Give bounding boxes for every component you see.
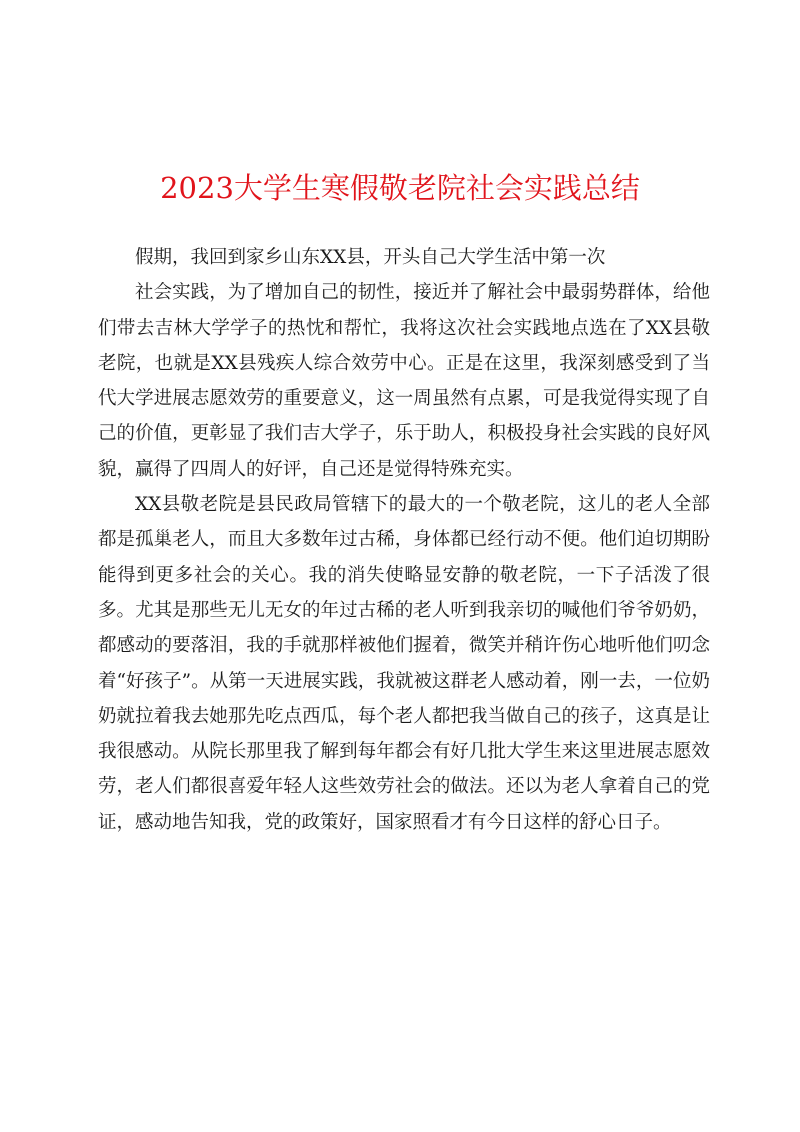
paragraph-3: XX县敬老院是县民政局管辖下的最大的一个敬老院，这儿的老人全部都是孤巢老人，而且大多数年过古稀，身体都已经行动不便。他们迫切期盼能得到更多社会的关心。我的消失使略显安静的敬老院，一下子活泼了很多。尤其是那些无儿无女的年过古稀的老人听到我亲切的喊他们爷爷奶奶，都感动的要落泪，我的手就那样被他们握着，微笑并稍许伤心地听他们叨念着“好孩子”。从第一天进展实践，我就被这群老人感动着，刚一去，一位奶奶就拉着我去她那先吃点西瓜，每个老人都把我当做自己的孩子，这真是让我很感动。从院长那里我了解到每年都会有好几批大学生来这里进展志愿效劳，老人们都很喜爱年轻人这些效劳社会的做法。还以为老人拿着自己的党证，感动地告知我，党的政策好，国家照看才有今日这样的舒心日子。	[98, 494, 710, 833]
document-title: 2023大学生寒假敬老院社会实践总结	[160, 171, 640, 205]
paragraph-2: 社会实践，为了增加自己的韧性，接近并了解社会中最弱势群体，给他们带去吉林大学学子的热忱和帮忙，我将这次社会实践地点选在了XX县敬老院，也就是XX县残疾人综合效劳中心。正是在这里，我深刻感受到了当代大学进展志愿效劳的重要意义，这一周虽然有点累，可是我觉得实现了自己的价值，更彰显了我们吉大学子，乐于助人，积极投身社会实践的良好风貌，赢得了四周人的好评，自己还是觉得特殊充实。	[98, 282, 710, 480]
paragraph-1: 假期，我回到家乡山东XX县，开头自己大学生活中第一次	[135, 247, 606, 268]
document-body	[98, 240, 710, 840]
